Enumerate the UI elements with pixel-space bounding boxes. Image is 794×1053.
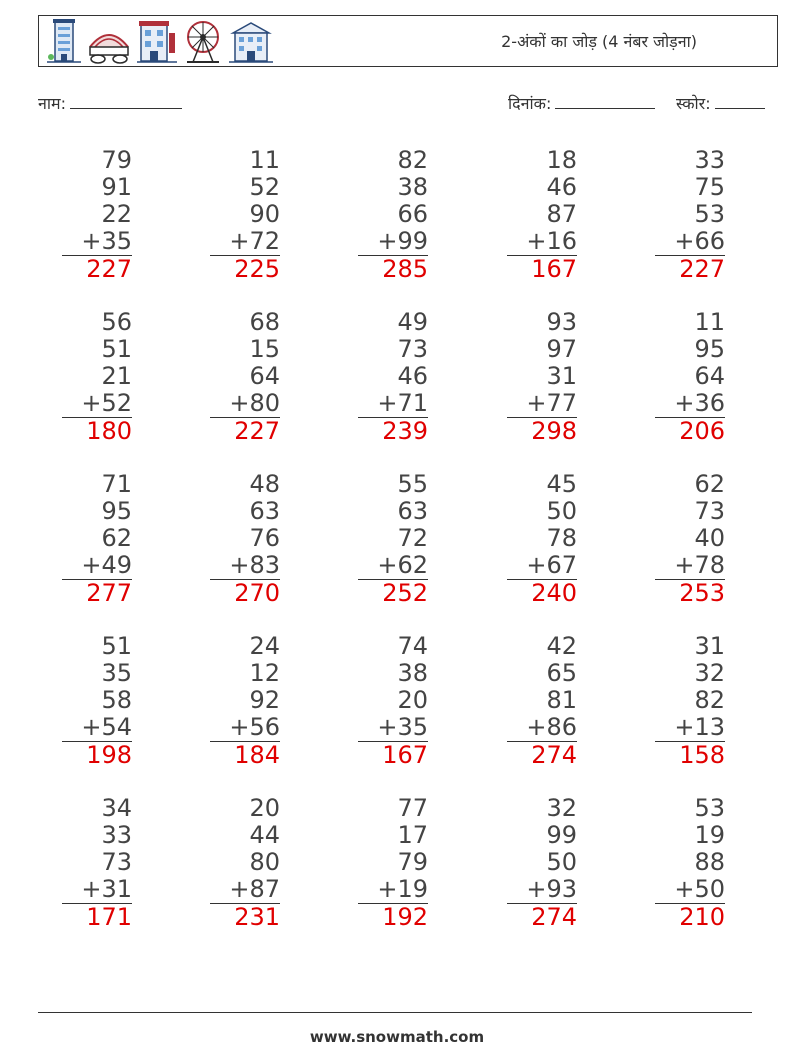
addend: 90: [249, 200, 280, 228]
addition-problem: [358, 147, 428, 283]
answer: 167: [531, 255, 577, 283]
name-blank[interactable]: [70, 92, 182, 109]
addend-with-plus: +66: [655, 228, 725, 256]
addition-problem: [655, 147, 725, 283]
addition-problem: [507, 633, 577, 769]
answer: 274: [531, 741, 577, 769]
answer: 227: [86, 255, 132, 283]
addend-with-plus: +71: [358, 390, 428, 418]
addend: 56: [101, 308, 132, 336]
answer: 285: [382, 255, 428, 283]
addend: 53: [694, 794, 725, 822]
addend: 38: [397, 659, 428, 687]
addend: 46: [546, 173, 577, 201]
addend: 81: [546, 686, 577, 714]
addend-with-plus: +56: [210, 714, 280, 742]
addend: 91: [101, 173, 132, 201]
footer-divider: [38, 1012, 752, 1013]
addend: 21: [101, 362, 132, 390]
addend-with-plus: +35: [62, 228, 132, 256]
answer: 227: [234, 417, 280, 445]
addend: 32: [694, 659, 725, 687]
addend: 52: [249, 173, 280, 201]
addend: 44: [249, 821, 280, 849]
addition-problem: [358, 633, 428, 769]
addend: 58: [101, 686, 132, 714]
addend: 11: [249, 146, 280, 174]
addend: 95: [101, 497, 132, 525]
answer: 171: [86, 903, 132, 931]
addend-with-plus: +50: [655, 876, 725, 904]
addend-with-plus: +77: [507, 390, 577, 418]
addend: 73: [397, 335, 428, 363]
addend: 31: [694, 632, 725, 660]
addend-with-plus: +36: [655, 390, 725, 418]
stadium-arena-icon: [87, 17, 131, 65]
addition-problem: [210, 147, 280, 283]
addend: 66: [397, 200, 428, 228]
addend: 45: [546, 470, 577, 498]
addend-with-plus: +72: [210, 228, 280, 256]
addend: 40: [694, 524, 725, 552]
addition-problem: [655, 633, 725, 769]
addend-with-plus: +54: [62, 714, 132, 742]
addend-with-plus: +83: [210, 552, 280, 580]
addend: 33: [101, 821, 132, 849]
answer: 253: [679, 579, 725, 607]
score-field: [676, 92, 765, 114]
addend: 48: [249, 470, 280, 498]
addition-problem: [62, 147, 132, 283]
addend-with-plus: +93: [507, 876, 577, 904]
addend-with-plus: +62: [358, 552, 428, 580]
answer: 180: [86, 417, 132, 445]
addend: 77: [397, 794, 428, 822]
addend: 18: [546, 146, 577, 174]
addend: 76: [249, 524, 280, 552]
addend: 79: [397, 848, 428, 876]
answer: 274: [531, 903, 577, 931]
addition-problem: [210, 309, 280, 445]
worksheet-title: 2-अंकों का जोड़ (4 नंबर जोड़ना): [501, 32, 697, 51]
answer: 270: [234, 579, 280, 607]
footer-site: www.snowmath.com: [309, 1028, 485, 1046]
score-label: स्कोर:: [676, 94, 711, 113]
addend: 35: [101, 659, 132, 687]
answer: 298: [531, 417, 577, 445]
addition-problem: [62, 471, 132, 607]
addend: 80: [249, 848, 280, 876]
addend: 31: [546, 362, 577, 390]
addend: 62: [694, 470, 725, 498]
addend: 71: [101, 470, 132, 498]
addend-with-plus: +35: [358, 714, 428, 742]
addend-with-plus: +52: [62, 390, 132, 418]
addend: 73: [101, 848, 132, 876]
addend: 20: [397, 686, 428, 714]
answer: 206: [679, 417, 725, 445]
addition-problem: [62, 795, 132, 931]
answer: 231: [234, 903, 280, 931]
answer: 227: [679, 255, 725, 283]
addend: 82: [397, 146, 428, 174]
addend: 88: [694, 848, 725, 876]
addend: 12: [249, 659, 280, 687]
shop-building-icon: [137, 17, 177, 65]
addend: 20: [249, 794, 280, 822]
addend: 55: [397, 470, 428, 498]
header-box: [38, 15, 778, 67]
addend: 64: [694, 362, 725, 390]
addend: 42: [546, 632, 577, 660]
addend: 73: [694, 497, 725, 525]
header-icons: [47, 17, 273, 65]
date-label: दिनांक:: [508, 94, 552, 113]
answer: 198: [86, 741, 132, 769]
addend-with-plus: +31: [62, 876, 132, 904]
addend: 65: [546, 659, 577, 687]
addition-problem: [507, 147, 577, 283]
addend: 93: [546, 308, 577, 336]
addition-problem: [358, 471, 428, 607]
addend: 17: [397, 821, 428, 849]
addend: 22: [101, 200, 132, 228]
addition-problem: [507, 309, 577, 445]
addition-problem: [62, 633, 132, 769]
addend: 63: [397, 497, 428, 525]
addend: 74: [397, 632, 428, 660]
addend: 75: [694, 173, 725, 201]
addend: 78: [546, 524, 577, 552]
name-field: [38, 92, 182, 114]
addend: 92: [249, 686, 280, 714]
answer: 192: [382, 903, 428, 931]
addition-problem: [210, 633, 280, 769]
addend-with-plus: +13: [655, 714, 725, 742]
addition-problem: [655, 795, 725, 931]
addition-problem: [358, 309, 428, 445]
answer: 239: [382, 417, 428, 445]
addition-problem: [507, 795, 577, 931]
addend: 34: [101, 794, 132, 822]
addend: 50: [546, 848, 577, 876]
addend: 19: [694, 821, 725, 849]
addend: 38: [397, 173, 428, 201]
addend: 62: [101, 524, 132, 552]
addend: 50: [546, 497, 577, 525]
addend: 33: [694, 146, 725, 174]
name-label: नाम:: [38, 94, 66, 113]
addend: 51: [101, 632, 132, 660]
answer: 240: [531, 579, 577, 607]
addition-problem: [655, 309, 725, 445]
addend: 72: [397, 524, 428, 552]
addition-problem: [210, 471, 280, 607]
addend-with-plus: +86: [507, 714, 577, 742]
addition-problem: [507, 471, 577, 607]
date-field: [508, 92, 655, 114]
office-building-icon: [47, 17, 81, 65]
addend: 63: [249, 497, 280, 525]
addend: 79: [101, 146, 132, 174]
addend-with-plus: +49: [62, 552, 132, 580]
addend: 49: [397, 308, 428, 336]
addition-problem: [655, 471, 725, 607]
answer: 225: [234, 255, 280, 283]
addend: 97: [546, 335, 577, 363]
answer: 167: [382, 741, 428, 769]
addend: 32: [546, 794, 577, 822]
answer: 184: [234, 741, 280, 769]
addend-with-plus: +99: [358, 228, 428, 256]
addend: 51: [101, 335, 132, 363]
addend-with-plus: +78: [655, 552, 725, 580]
date-blank[interactable]: [555, 92, 655, 109]
addend-with-plus: +19: [358, 876, 428, 904]
addend: 82: [694, 686, 725, 714]
addend: 11: [694, 308, 725, 336]
addition-problem: [210, 795, 280, 931]
addend: 24: [249, 632, 280, 660]
addition-problem: [62, 309, 132, 445]
addend-with-plus: +87: [210, 876, 280, 904]
addend-with-plus: +16: [507, 228, 577, 256]
addend: 99: [546, 821, 577, 849]
addend: 64: [249, 362, 280, 390]
addend: 53: [694, 200, 725, 228]
addend: 95: [694, 335, 725, 363]
school-building-icon: [229, 17, 273, 65]
answer: 210: [679, 903, 725, 931]
addend-with-plus: +80: [210, 390, 280, 418]
answer: 158: [679, 741, 725, 769]
addend: 46: [397, 362, 428, 390]
addend-with-plus: +67: [507, 552, 577, 580]
addition-problem: [358, 795, 428, 931]
answer: 252: [382, 579, 428, 607]
addend: 68: [249, 308, 280, 336]
ferris-wheel-icon: [183, 17, 223, 65]
answer: 277: [86, 579, 132, 607]
addend: 87: [546, 200, 577, 228]
addend: 15: [249, 335, 280, 363]
score-blank[interactable]: [715, 92, 765, 109]
